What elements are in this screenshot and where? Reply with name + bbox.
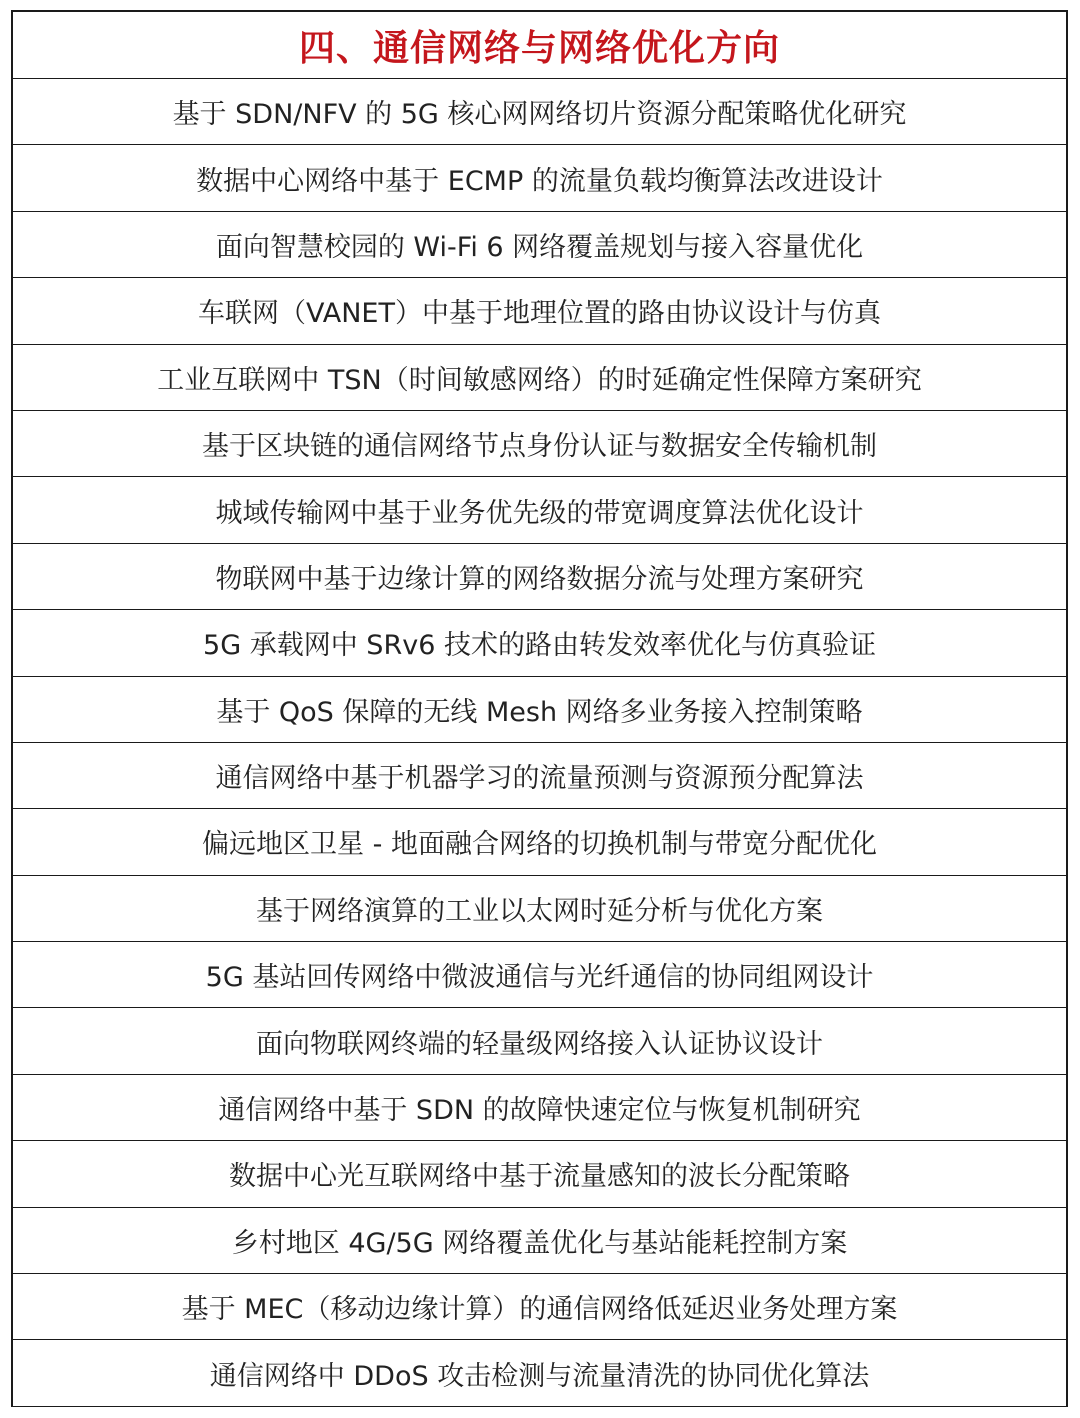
topic-item: 通信网络中基于机器学习的流量预测与资源预分配算法: [215, 763, 864, 795]
topic-item: 基于 MEC（移动边缘计算）的通信网络低延迟业务处理方案: [181, 1294, 898, 1326]
table-row: [13, 411, 1066, 477]
table-row: [13, 278, 1066, 344]
table-row: [13, 1208, 1066, 1274]
table-row: [13, 942, 1066, 1008]
table-row: [13, 876, 1066, 942]
table-row: [13, 1274, 1066, 1340]
topic-item: 基于网络演算的工业以太网时延分析与优化方案: [256, 895, 823, 927]
table-title: 四、通信网络与网络优化方向: [298, 27, 780, 69]
topic-item: 通信网络中 DDoS 攻击检测与流量清洗的协同优化算法: [209, 1360, 870, 1392]
table-row: [13, 677, 1066, 743]
table-row: [13, 145, 1066, 211]
table-row: [13, 1340, 1066, 1406]
topic-item: 数据中心光互联网络中基于流量感知的波长分配策略: [229, 1161, 850, 1193]
topic-item: 5G 基站回传网络中微波通信与光纤通信的协同组网设计: [205, 962, 874, 994]
topic-item: 乡村地区 4G/5G 网络覆盖优化与基站能耗控制方案: [231, 1227, 848, 1259]
topic-item: 基于 SDN/NFV 的 5G 核心网网络切片资源分配策略优化研究: [172, 99, 907, 131]
topic-item: 城域传输网中基于业务优先级的带宽调度算法优化设计: [215, 497, 864, 529]
table-title-row: [13, 12, 1066, 79]
table-row: [13, 212, 1066, 278]
table-row: [13, 345, 1066, 411]
table-row: [13, 79, 1066, 145]
topic-table: [11, 10, 1068, 1407]
table-row: [13, 1075, 1066, 1141]
table-row: [13, 610, 1066, 676]
topic-item: 面向物联网终端的轻量级网络接入认证协议设计: [256, 1028, 823, 1060]
table-row: [13, 743, 1066, 809]
table-row: [13, 477, 1066, 543]
topic-item: 5G 承载网中 SRv6 技术的路由转发效率优化与仿真验证: [203, 630, 876, 662]
table-row: [13, 544, 1066, 610]
topic-item: 车联网（VANET）中基于地理位置的路由协议设计与仿真: [198, 298, 881, 330]
topic-item: 数据中心网络中基于 ECMP 的流量负载均衡算法改进设计: [196, 165, 883, 197]
topic-item: 工业互联网中 TSN（时间敏感网络）的时延确定性保障方案研究: [157, 364, 922, 396]
table-row: [13, 1141, 1066, 1207]
topic-item: 通信网络中基于 SDN 的故障快速定位与恢复机制研究: [218, 1095, 861, 1127]
topic-item: 面向智慧校园的 Wi-Fi 6 网络覆盖规划与接入容量优化: [215, 231, 864, 263]
topic-item: 物联网中基于边缘计算的网络数据分流与处理方案研究: [215, 563, 864, 595]
table-row: [13, 809, 1066, 875]
table-row: [13, 1008, 1066, 1074]
topic-item: 基于区块链的通信网络节点身份认证与数据安全传输机制: [202, 431, 877, 463]
topic-item: 偏远地区卫星 - 地面融合网络的切换机制与带宽分配优化: [202, 829, 877, 861]
topic-item: 基于 QoS 保障的无线 Mesh 网络多业务接入控制策略: [216, 696, 863, 728]
